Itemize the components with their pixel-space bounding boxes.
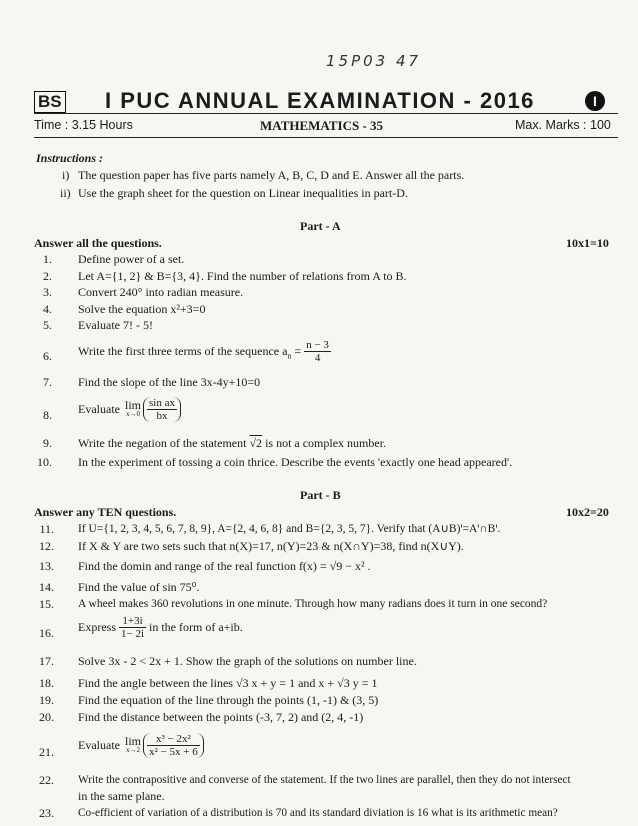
question-text-formula: [78, 733, 204, 758]
question-text: Find the distance between the points (-3, 7, 2) and (2, 4, -1): [78, 710, 364, 724]
parenthesis: [143, 397, 181, 422]
question-number: 16.: [39, 626, 54, 640]
question-text-continued: in the same plane.: [78, 789, 165, 803]
fraction: [147, 397, 177, 422]
header-rule-top: [34, 113, 618, 114]
part-b-title: Part - B: [300, 488, 341, 502]
question-number: 21.: [39, 745, 54, 759]
denominator: x² − 5x + 6: [149, 746, 198, 758]
question-text: Define power of a set.: [78, 252, 185, 266]
question-number: 3.: [43, 285, 52, 299]
denominator: bx: [156, 410, 168, 422]
question-text: Find the value of sin 75⁰.: [78, 580, 200, 594]
question-text: Find the equation of the line through the points (1, -1) & (3, 5): [78, 693, 379, 707]
exam-subject: MATHEMATICS - 35: [260, 118, 384, 133]
question-text: If U={1, 2, 3, 4, 5, 6, 7, 8, 9}, A={2, 4, 6, 8} and B={2, 3, 5, 7}. Verify that (A∪B)ꞌ=Aꞌ∩Bꞌ.: [78, 523, 501, 535]
question-text-formula: [78, 397, 181, 422]
question-number: 8.: [43, 408, 52, 422]
question-text-formula: [78, 339, 331, 364]
question-text: A wheel makes 360 revolutions in one minute. Through how many radians does it turn in one second?: [78, 598, 548, 610]
question-text: in the form of a+ib.: [146, 620, 243, 634]
question-text: Evaluate 7! - 5!: [78, 318, 153, 332]
question-number: 5.: [43, 318, 52, 332]
question-number: 7.: [43, 375, 52, 389]
question-number: 1.: [43, 252, 52, 266]
question-number: 14.: [39, 580, 54, 594]
series-badge: BS: [34, 91, 66, 113]
question-text: Write the negation of the statement: [78, 436, 250, 450]
subscript: n: [287, 351, 292, 361]
version-circle: I: [585, 91, 605, 111]
question-text: Find the slope of the line 3x-4y+10=0: [78, 375, 261, 389]
question-text: If X & Y are two sets such that n(X)=17, n(Y)=23 & n(X∩Y)=38, find n(X∪Y).: [78, 539, 464, 553]
question-text: Find the domin and range of the real function f(x) = √9 − x² .: [78, 559, 371, 573]
limit: [124, 397, 141, 419]
sqrt-term: √2: [249, 436, 263, 450]
equals-sign: =: [291, 344, 305, 358]
numerator: n − 3: [306, 339, 329, 351]
fraction: [147, 733, 200, 758]
part-a-instruction: Answer all the questions.: [34, 236, 162, 250]
limit: [124, 733, 141, 755]
handwritten-code: 15P03 47: [326, 52, 422, 70]
question-text: Evaluate: [78, 402, 120, 416]
question-number: 11.: [39, 522, 54, 536]
part-b-instruction: Answer any TEN questions.: [34, 505, 177, 519]
question-number: 6.: [43, 349, 52, 363]
instruction-text: Use the graph sheet for the question on Linear inequalities in part-D.: [78, 186, 408, 200]
limit-sub: x→0: [125, 409, 140, 418]
numerator: 1+3i: [119, 615, 146, 628]
exam-title: I PUC ANNUAL EXAMINATION - 2016: [105, 88, 535, 113]
instruction-num: ii): [60, 186, 71, 200]
question-text: Write the first three terms of the sequence a: [78, 344, 288, 358]
numerator: sin ax: [149, 397, 175, 409]
limit-label: lim: [124, 733, 141, 748]
limit-label: lim: [124, 397, 141, 412]
question-number: 9.: [43, 436, 52, 450]
limit-sub: x→2: [125, 745, 140, 754]
question-number: 22.: [39, 773, 54, 787]
instructions-heading: Instructions :: [36, 151, 104, 165]
fraction: [119, 615, 146, 640]
fraction: [304, 339, 331, 364]
question-number: 20.: [39, 710, 54, 724]
part-a-title: Part - A: [300, 219, 341, 233]
question-text: Solve 3x - 2 < 2x + 1. Show the graph of the solutions on number line.: [78, 654, 417, 668]
question-number: 19.: [39, 693, 54, 707]
exam-time: Time : 3.15 Hours: [34, 118, 133, 132]
parenthesis: [143, 733, 204, 758]
part-b-marks: 10x2=20: [566, 505, 609, 519]
instruction-text: The question paper has five parts namely A, B, C, D and E. Answer all the parts.: [78, 168, 465, 182]
part-a-marks: 10x1=10: [566, 236, 609, 250]
denominator: 1− 2i: [121, 628, 145, 640]
question-number: 17.: [39, 654, 54, 668]
question-text: Solve the equation x²+3=0: [78, 302, 206, 316]
question-text-formula: [78, 436, 386, 451]
question-number: 12.: [39, 539, 54, 553]
question-text: Let A={1, 2} & B={3, 4}. Find the number of relations from A to B.: [78, 269, 407, 283]
question-number: 13.: [39, 559, 54, 573]
question-text: In the experiment of tossing a coin thrice. Describe the events 'exactly one head appeared'.: [78, 455, 513, 469]
question-number: 4.: [43, 302, 52, 316]
header-rule-bottom: [34, 137, 618, 138]
question-number: 15.: [39, 597, 54, 611]
question-number: 10.: [37, 455, 52, 469]
question-text: Evaluate: [78, 738, 120, 752]
question-number: 23.: [39, 806, 54, 820]
denominator: 4: [314, 352, 321, 364]
instruction-num: i): [62, 168, 70, 182]
question-text: is not a complex number.: [262, 436, 387, 450]
question-text: Convert 240° into radian measure.: [78, 285, 244, 299]
question-text: Express: [78, 620, 119, 634]
question-text-formula: [78, 615, 243, 640]
question-number: 18.: [39, 676, 54, 690]
question-text: Co-efficient of variation of a distribution is 70 and its standard diviation is 16 what is its arithmetic mean?: [78, 807, 558, 819]
question-text: Find the angle between the lines √3 x + y = 1 and x + √3 y = 1: [78, 676, 378, 690]
question-text: Write the contrapositive and converse of the statement. If the two lines are parallel, then they do not intersect: [78, 774, 571, 786]
max-marks: Max. Marks : 100: [515, 118, 611, 132]
numerator: x³ − 2x²: [147, 733, 200, 746]
question-number: 2.: [43, 269, 52, 283]
